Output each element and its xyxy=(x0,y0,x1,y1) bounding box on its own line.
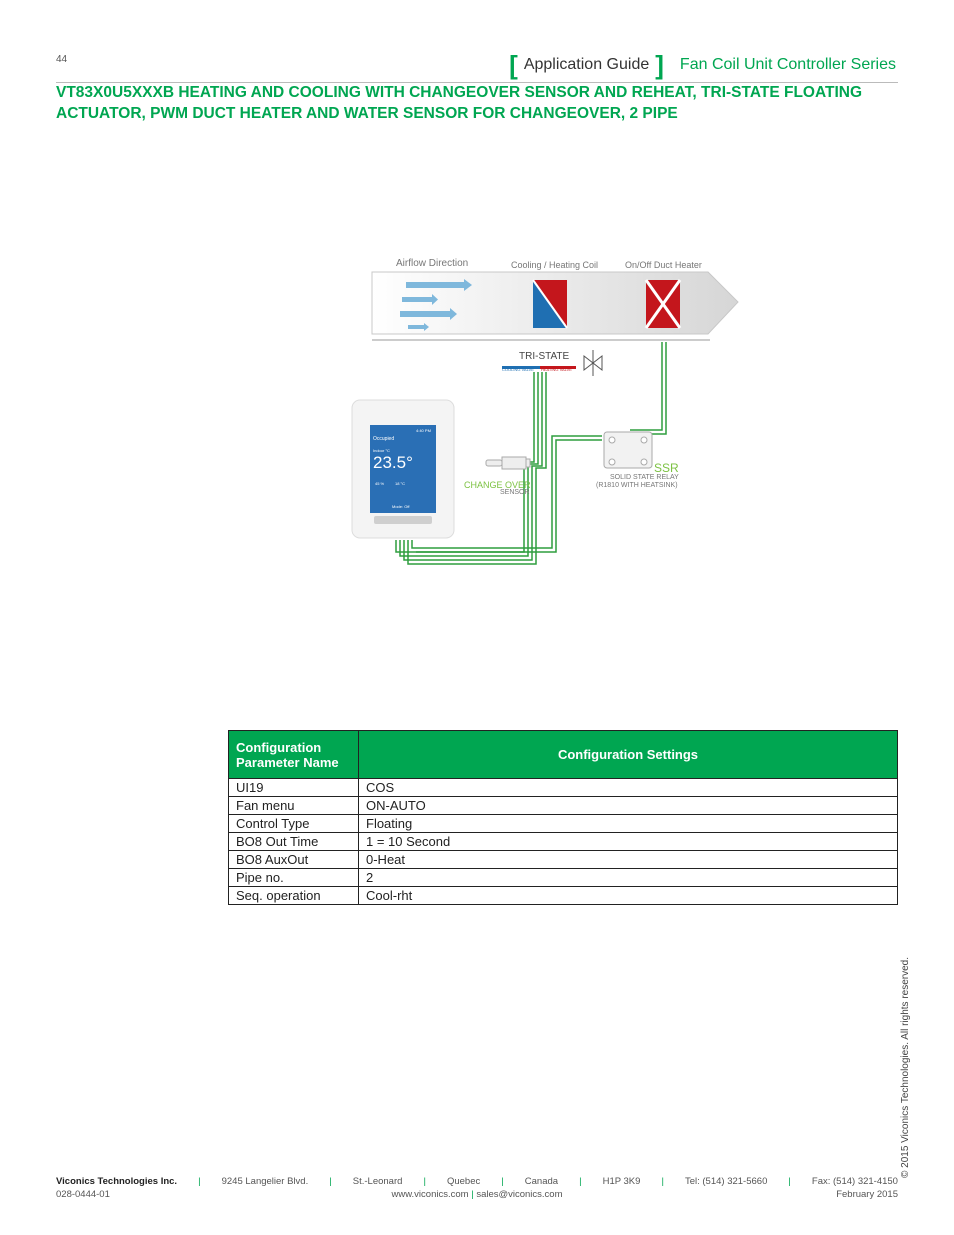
table-header-row xyxy=(229,731,898,779)
thermostat-temperature: 23.5° xyxy=(373,453,413,472)
param-setting: Floating xyxy=(359,815,898,833)
cooling-valve-label: COOLING VALVE xyxy=(502,367,534,372)
thermostat-time: 4:40 PM xyxy=(416,428,431,433)
page-title: VT83X0U5XXXB HEATING AND COOLING WITH CHANGEOVER SENSOR AND REHEAT, TRI-STATE FLOATING ACTUATOR, PWM DUCT HEATER AND WATER SENSOR FOR CHANGEOVER, 2 PIPE xyxy=(56,84,863,122)
changeover-sensor-icon xyxy=(486,457,530,469)
param-setting: COS xyxy=(359,779,898,797)
footer-separator: | xyxy=(423,1176,426,1187)
param-name: Control Type xyxy=(229,815,359,833)
settings-header: Configuration Settings xyxy=(359,731,898,779)
param-name: Pipe no. xyxy=(229,869,359,887)
coil-icon xyxy=(533,280,567,328)
bracket-close: ] xyxy=(655,50,664,80)
heating-valve-label: HEATING VALVE xyxy=(541,367,572,372)
thermostat-status: Occupied xyxy=(373,436,395,442)
duct-heater-icon xyxy=(646,280,680,328)
param-setting: 0-Heat xyxy=(359,851,898,869)
series-title: Fan Coil Unit Controller Series xyxy=(679,56,896,73)
configuration-table xyxy=(228,730,898,905)
diagram-graphic xyxy=(340,250,760,580)
footer-separator: | xyxy=(329,1176,332,1187)
guide-title: Application Guide xyxy=(523,56,650,73)
footer-tel: Tel: (514) 321-5660 xyxy=(684,1176,768,1187)
table-row xyxy=(229,869,898,887)
footer-date: February 2015 xyxy=(836,1189,898,1200)
footer-address xyxy=(56,1176,898,1187)
ssr-label: SSR xyxy=(654,461,679,475)
param-name-header: Configuration Parameter Name xyxy=(229,731,359,779)
table-row xyxy=(229,887,898,905)
thermostat-indoor-label: Indoor °C xyxy=(373,448,390,453)
footer-email-link[interactable]: sales@viconics.com xyxy=(476,1189,563,1200)
page-number: 44 xyxy=(56,54,68,65)
valve-icon xyxy=(584,350,602,376)
heater-label: On/Off Duct Heater xyxy=(625,260,702,270)
header xyxy=(509,52,896,78)
ssr-desc-1: SOLID STATE RELAY xyxy=(610,474,679,481)
table-row xyxy=(229,851,898,869)
thermostat-mode: Mode: Off xyxy=(392,504,410,509)
table-row xyxy=(229,797,898,815)
airflow-label: Airflow Direction xyxy=(396,258,469,269)
table-row xyxy=(229,815,898,833)
coil-label: Cooling / Heating Coil xyxy=(511,260,599,270)
param-setting: ON-AUTO xyxy=(359,797,898,815)
footer-separator: | xyxy=(661,1176,664,1187)
footer-company: Viconics Technologies Inc. xyxy=(56,1176,178,1187)
param-setting: Cool-rht xyxy=(359,887,898,905)
copyright: © 2015 Viconics Technologies. All rights reserved. xyxy=(900,956,911,1178)
param-name: UI19 xyxy=(229,779,359,797)
footer-separator: | xyxy=(788,1176,791,1187)
footer-city: St.-Leonard xyxy=(352,1176,403,1187)
changeover-label: CHANGE OVER xyxy=(464,480,531,490)
footer-street: 9245 Langelier Blvd. xyxy=(221,1176,309,1187)
footer-postal: H1P 3K9 xyxy=(602,1176,641,1187)
footer-province: Quebec xyxy=(446,1176,481,1187)
footer-doc-number: 028-0444-01 xyxy=(56,1189,110,1200)
param-name: BO8 Out Time xyxy=(229,833,359,851)
bracket-open: [ xyxy=(509,50,518,80)
wiring-diagram xyxy=(340,250,760,580)
table-row xyxy=(229,833,898,851)
thermostat-outdoor: 18 °C xyxy=(395,481,406,486)
footer-separator: | xyxy=(198,1176,201,1187)
footer-contact: www.viconics.com | sales@viconics.com xyxy=(391,1189,563,1200)
param-name: BO8 AuxOut xyxy=(229,851,359,869)
footer-separator: | xyxy=(501,1176,504,1187)
thermostat-humidity: 45 % xyxy=(375,481,385,486)
tristate-label: TRI-STATE xyxy=(519,351,570,362)
param-name: Seq. operation xyxy=(229,887,359,905)
footer-web-link[interactable]: www.viconics.com xyxy=(391,1189,469,1200)
sensor-label: SENSOR xyxy=(500,489,530,496)
param-setting: 2 xyxy=(359,869,898,887)
param-setting: 1 = 10 Second xyxy=(359,833,898,851)
table-row xyxy=(229,779,898,797)
footer-country: Canada xyxy=(524,1176,559,1187)
param-name: Fan menu xyxy=(229,797,359,815)
ssr-desc-2: (R1810 WITH HEATSINK) xyxy=(596,482,678,489)
footer-fax: Fax: (514) 321-4150 xyxy=(811,1176,898,1187)
ssr-icon xyxy=(604,432,652,468)
footer-separator: | xyxy=(579,1176,582,1187)
